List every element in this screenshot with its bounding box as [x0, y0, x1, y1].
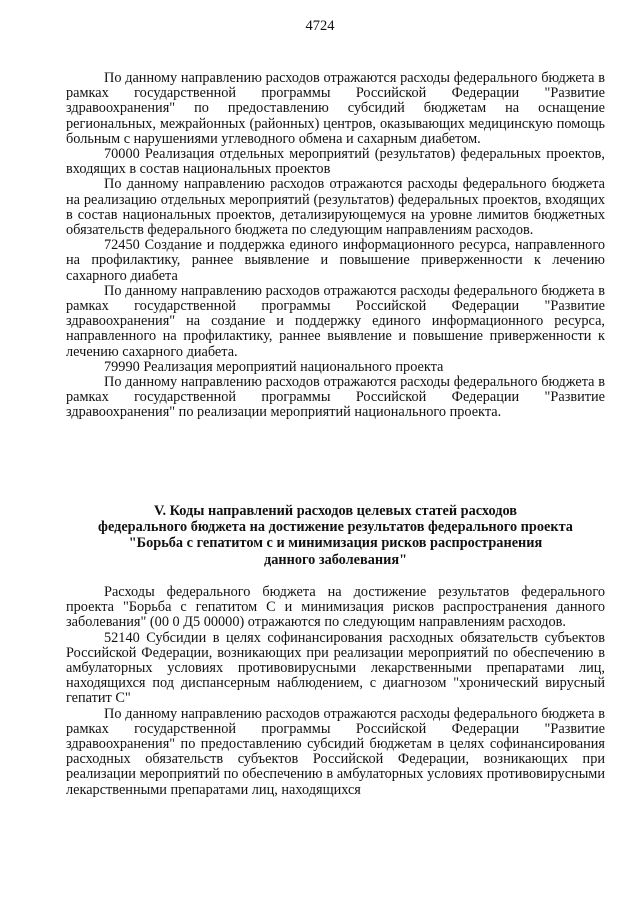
section-heading-line: федерального бюджета на достижение результатов федерального проекта — [98, 519, 573, 536]
paragraph: По данному направлению расходов отражаются расходы федерального бюджета в рамках государственной программы Российской Федерации "Развитие здравоохранения" по предоставлению субсидий бюджетам на оснащение региональных, межрайонных (районных) центров, оказывающих медицинскую помощь больным с нарушениями углеводного обмена и сахарным диабетом. — [66, 70, 605, 147]
section-heading-line: данного заболевания" — [263, 551, 408, 568]
page-number: 4724 — [305, 18, 335, 34]
paragraph: По данному направлению расходов отражаются расходы федерального бюджета в рамках государственной программы Российской Федерации "Развитие здравоохранения" по реализации мероприятий национального проекта. — [66, 374, 605, 421]
section-heading-line: V. Коды направлений расходов целевых статей расходов — [153, 503, 518, 519]
text-block-upper — [66, 71, 605, 421]
paragraph: 70000 Реализация отдельных мероприятий (результатов) федеральных проектов, входящих в состав национальных проектов — [66, 146, 605, 178]
paragraph: 52140 Субсидии в целях софинансирования расходных обязательств субъектов Российской Федерации, возникающих при реализации мероприятий по обеспечению в амбулаторных условиях противовирусными лекарственными препаратами лиц, находящихся под диспансерным наблюдением, с диагнозом "хронический вирусный гепатит С" — [66, 629, 605, 707]
section-heading — [66, 503, 605, 568]
text-block-lower — [66, 585, 605, 798]
paragraph: По данному направлению расходов отражаются расходы федерального бюджета в рамках государственной программы Российской Федерации "Развитие здравоохранения" на создание и поддержку единого информационного ресурса, направленного на профилактику, раннее выявление и повышение приверженности к лечению сахарного диабета. — [66, 282, 605, 360]
paragraph: Расходы федерального бюджета на достижение результатов федерального проекта "Борьба с гепатитом С и минимизация рисков распространения данного заболевания" (00 0 Д5 00000) отражаются по следующим направлениям расходов. — [66, 584, 605, 631]
paragraph: 72450 Создание и поддержка единого информационного ресурса, направленного на профилактику, раннее выявление и повышение приверженности к лечению сахарного диабета — [66, 237, 605, 284]
paragraph: По данному направлению расходов отражаются расходы федерального бюджета на реализацию отдельных мероприятий (результатов) федеральных проектов, входящих в состав национальных проектов, детализирующемуся на уровне лимитов бюджетных обязательств федерального бюджета по следующим направлениям расходов. — [66, 176, 605, 239]
paragraph: 79990 Реализация мероприятий национального проекта — [104, 358, 444, 375]
paragraph: По данному направлению расходов отражаются расходы федерального бюджета в рамках государственной программы Российской Федерации "Развитие здравоохранения" по предоставлению субсидий бюджетам в целях софинансирования расходных обязательств субъектов Российской Федерации, возникающих при реализации мероприятий по обеспечению в амбулаторных условиях противовирусными лекарственными препаратами лиц, находящихся — [66, 705, 605, 798]
section-heading-line: "Борьба с гепатитом с и минимизация рисков распространения — [128, 535, 543, 552]
